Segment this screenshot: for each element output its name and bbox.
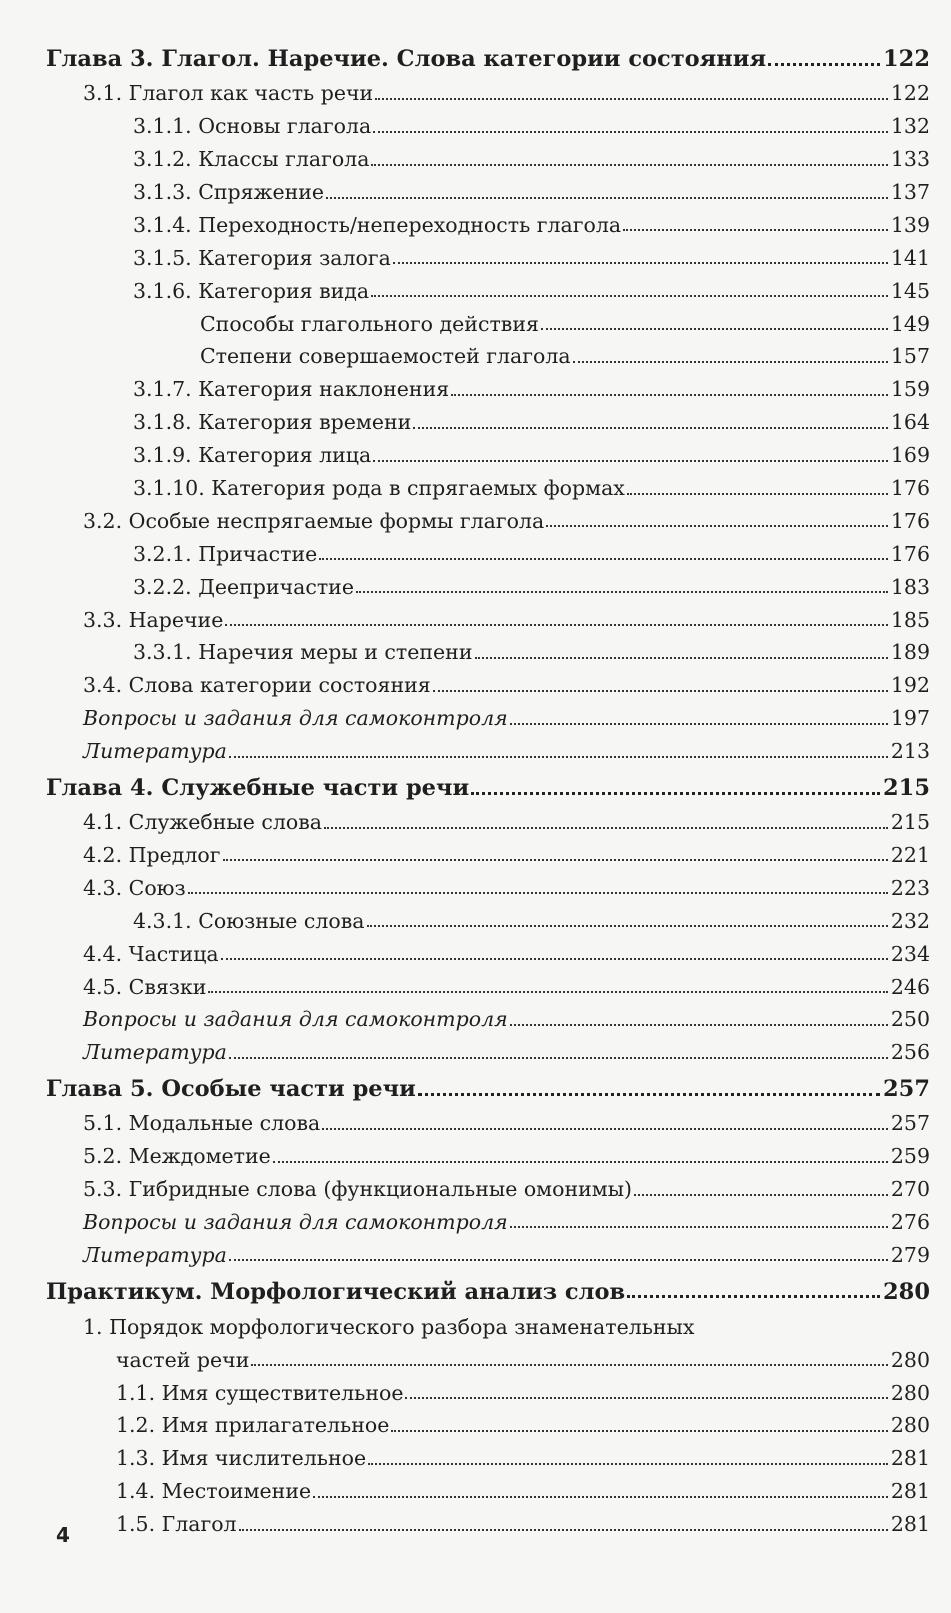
toc-entry-title: 1.3. Имя числительное xyxy=(116,1446,367,1471)
dot-leader xyxy=(239,1529,888,1531)
dot-leader xyxy=(229,756,888,758)
toc-entry-title: 4.3.1. Союзные слова xyxy=(133,908,365,933)
dot-leader xyxy=(627,1295,880,1298)
toc-entry-row xyxy=(46,965,930,998)
dot-leader xyxy=(221,958,888,960)
toc-page-number: 176 xyxy=(890,541,930,566)
dot-leader xyxy=(322,1128,888,1130)
toc-entry-title: 3.1.6. Категория вида xyxy=(133,278,370,303)
toc-entry-title: частей речи xyxy=(116,1347,250,1372)
toc-entry-title: 4.2. Предлог xyxy=(83,842,221,867)
toc-page-number: 246 xyxy=(890,974,930,999)
dot-leader xyxy=(573,361,888,363)
toc-page-number: 122 xyxy=(883,46,930,73)
toc-page-number: 176 xyxy=(890,476,930,501)
toc-entry-row xyxy=(46,565,930,598)
dot-leader xyxy=(627,493,888,495)
toc-page-number: 133 xyxy=(890,147,930,172)
toc-entry-title: Литература xyxy=(83,1242,227,1267)
toc-entry-title: 1.5. Глагол xyxy=(116,1512,237,1537)
dot-leader xyxy=(510,1024,888,1026)
toc-page-number: 256 xyxy=(890,1040,930,1065)
toc-entry-title: 3.2. Особые неспрягаемые формы глагола xyxy=(83,508,545,533)
toc-entry-row xyxy=(46,171,930,204)
dot-leader xyxy=(634,1194,888,1196)
toc-entry-row xyxy=(46,631,930,664)
toc-page-number: 183 xyxy=(890,574,930,599)
dot-leader xyxy=(367,925,888,927)
toc-entry-row xyxy=(46,664,930,697)
dot-leader xyxy=(451,394,888,396)
toc-page-number: 280 xyxy=(883,1278,930,1305)
dot-leader xyxy=(391,1430,888,1432)
dot-leader xyxy=(623,229,888,231)
toc-entry-row xyxy=(46,1503,930,1536)
toc-entry-row xyxy=(46,335,930,368)
toc-entry-title: 3.1.4. Переходность/непереходность глагола xyxy=(133,212,622,237)
dot-leader xyxy=(393,262,888,264)
toc-entry-row xyxy=(46,1437,930,1470)
toc-entry-title: Вопросы и задания для самоконтроля xyxy=(83,706,508,731)
dot-leader xyxy=(368,1463,888,1465)
dot-leader xyxy=(471,792,880,795)
toc-entry-title: Вопросы и задания для самоконтроля xyxy=(83,1007,508,1032)
toc-page-number: 221 xyxy=(890,842,930,867)
toc-entry-row xyxy=(46,1304,930,1338)
toc-entry-row xyxy=(46,834,930,867)
toc-entry-title: 1.2. Имя прилагательное xyxy=(116,1413,390,1438)
toc-page-number: 137 xyxy=(890,180,930,205)
toc-entry-title: 1.4. Местоимение xyxy=(116,1479,312,1504)
toc-entry-row xyxy=(46,302,930,335)
dot-leader xyxy=(510,1226,888,1228)
toc-page-number: 215 xyxy=(890,810,930,835)
toc-page-number: 250 xyxy=(890,1007,930,1032)
toc-entry-row xyxy=(46,866,930,899)
toc-entry-title: 3.1.3. Спряжение xyxy=(133,180,325,205)
toc-page-number: 259 xyxy=(890,1144,930,1169)
page-number: 4 xyxy=(56,1523,70,1547)
dot-leader xyxy=(229,1259,888,1261)
toc-page-number: 270 xyxy=(890,1176,930,1201)
toc-entry-title: 3.1.7. Категория наклонения xyxy=(133,377,450,402)
toc-page-number: 280 xyxy=(890,1347,930,1372)
toc-entry-title: 5.1. Модальные слова xyxy=(83,1111,321,1136)
toc-entry-row xyxy=(46,138,930,171)
toc-page-number: 197 xyxy=(890,706,930,731)
dot-leader xyxy=(541,328,888,330)
dot-leader xyxy=(546,525,888,527)
toc-page-number: 122 xyxy=(890,81,930,106)
toc-chapter-row xyxy=(46,34,930,72)
toc-entry-title: Литература xyxy=(83,1040,227,1065)
toc-entry-row xyxy=(46,1031,930,1064)
dot-leader xyxy=(225,624,888,626)
toc-page-number: 159 xyxy=(890,377,930,402)
dot-leader xyxy=(324,827,888,829)
toc-entry-row xyxy=(46,1404,930,1437)
toc-page-number: 279 xyxy=(890,1242,930,1267)
dot-leader xyxy=(208,991,887,993)
dot-leader xyxy=(375,98,888,100)
toc-page-number: 141 xyxy=(890,245,930,270)
toc-page-number: 185 xyxy=(890,607,930,632)
toc-entry-title: 4.3. Союз xyxy=(83,875,186,900)
toc-page-number: 164 xyxy=(890,410,930,435)
toc-entry-row xyxy=(46,1233,930,1266)
toc-page-number: 169 xyxy=(890,443,930,468)
toc-entry-row xyxy=(46,998,930,1031)
toc-page-number: 281 xyxy=(890,1446,930,1471)
toc-entry-title: Глава 5. Особые части речи xyxy=(46,1076,416,1103)
toc-chapter-row xyxy=(46,763,930,801)
dot-leader xyxy=(405,1397,887,1399)
toc-entry-row xyxy=(46,204,930,237)
toc-page-number: 176 xyxy=(890,508,930,533)
toc-page-number: 215 xyxy=(883,774,930,801)
toc-entry-row xyxy=(46,500,930,533)
toc-entry-row xyxy=(46,1168,930,1201)
toc-entry-row xyxy=(46,269,930,302)
toc-entry-row xyxy=(46,598,930,631)
toc-page-number: 132 xyxy=(890,114,930,139)
toc-page-number: 192 xyxy=(890,673,930,698)
dot-leader xyxy=(188,892,888,894)
toc-entry-row xyxy=(46,236,930,269)
dot-leader xyxy=(373,460,888,462)
toc-entry-row xyxy=(46,932,930,965)
toc-entry-title: Способы глагольного действия xyxy=(200,311,539,336)
toc-entry-row xyxy=(46,1201,930,1234)
dot-leader xyxy=(273,1161,888,1163)
dot-leader xyxy=(371,164,887,166)
dot-leader xyxy=(313,1496,888,1498)
dot-leader xyxy=(251,1364,887,1366)
toc-entry-row xyxy=(46,1102,930,1135)
toc-page-number: 280 xyxy=(890,1413,930,1438)
toc-entry-title: 4.4. Частица xyxy=(83,941,219,966)
toc-page-number: 257 xyxy=(890,1111,930,1136)
toc-page-number: 223 xyxy=(890,875,930,900)
toc-page-number: 157 xyxy=(890,344,930,369)
toc-entry-row xyxy=(46,730,930,763)
toc-entry-title: 3.3.1. Наречия меры и степени xyxy=(133,640,473,665)
toc-entry-title: 3.1.9. Категория лица xyxy=(133,443,372,468)
toc-entry-row xyxy=(46,401,930,434)
toc-entry-title: 3.1.5. Категория залога xyxy=(133,245,391,270)
dot-leader xyxy=(223,859,888,861)
toc-entry-title: 3.1. Глагол как часть речи xyxy=(83,81,374,106)
toc-entry-title: 4.5. Связки xyxy=(83,974,207,999)
toc-entry-title: 1.1. Имя существительное xyxy=(116,1380,404,1405)
toc-entry-title: Глава 3. Глагол. Наречие. Слова категории состояния xyxy=(46,46,767,73)
dot-leader xyxy=(475,657,888,659)
toc-entry-title: 3.3. Наречие xyxy=(83,607,224,632)
toc-entry-title: 3.1.8. Категория времени xyxy=(133,410,412,435)
toc-entry-title: Степени совершаемостей глагола xyxy=(200,344,571,369)
toc-entry-title: 3.4. Слова категории состояния xyxy=(83,673,431,698)
toc-page-number: 149 xyxy=(890,311,930,336)
toc-page-number: 276 xyxy=(890,1209,930,1234)
toc-entry-title: 3.2.1. Причастие xyxy=(133,541,318,566)
toc-entry-row xyxy=(46,1371,930,1404)
table-of-contents xyxy=(46,34,930,1536)
toc-entry-row xyxy=(46,899,930,932)
toc-page-number: 234 xyxy=(890,941,930,966)
toc-entry-title: Глава 4. Служебные части речи xyxy=(46,774,470,801)
dot-leader xyxy=(373,131,888,133)
toc-entry-row xyxy=(46,697,930,730)
toc-page-number: 281 xyxy=(890,1512,930,1537)
dot-leader xyxy=(413,427,888,429)
toc-entry-row xyxy=(46,801,930,834)
toc-entry-row xyxy=(46,105,930,138)
toc-page-number: 257 xyxy=(883,1076,930,1103)
dot-leader xyxy=(433,690,888,692)
toc-page-number: 232 xyxy=(890,908,930,933)
toc-page-number: 145 xyxy=(890,278,930,303)
dot-leader xyxy=(326,197,888,199)
toc-entry-title: 3.2.2. Деепричастие xyxy=(133,574,354,599)
toc-entry-row xyxy=(46,1470,930,1503)
dot-leader xyxy=(768,63,880,66)
dot-leader xyxy=(229,1057,888,1059)
toc-entry-title: 3.1.10. Категория рода в спрягаемых формах xyxy=(133,476,625,501)
toc-entry-title: 5.2. Междометие xyxy=(83,1144,271,1169)
toc-entry-row xyxy=(46,434,930,467)
toc-page-number: 189 xyxy=(890,640,930,665)
toc-entry-row xyxy=(46,1338,930,1371)
toc-page-number: 281 xyxy=(890,1479,930,1504)
toc-page-number: 280 xyxy=(890,1380,930,1405)
dot-leader xyxy=(319,558,888,560)
toc-entry-row xyxy=(46,532,930,565)
toc-chapter-row xyxy=(46,1064,930,1102)
toc-page-number: 213 xyxy=(890,739,930,764)
toc-entry-title: Вопросы и задания для самоконтроля xyxy=(83,1209,508,1234)
toc-entry-row xyxy=(46,72,930,105)
toc-entry-row xyxy=(46,368,930,401)
dot-leader xyxy=(356,591,888,593)
toc-chapter-row xyxy=(46,1266,930,1304)
toc-entry-row xyxy=(46,467,930,500)
toc-entry-title: 1. Порядок морфологического разбора знаменательных xyxy=(83,1314,695,1339)
toc-entry-title: 5.3. Гибридные слова (функциональные омонимы) xyxy=(83,1176,633,1201)
toc-entry-title: 3.1.1. Основы глагола xyxy=(133,114,372,139)
toc-entry-title: Литература xyxy=(83,739,227,764)
toc-entry-title: Практикум. Морфологический анализ слов xyxy=(46,1278,626,1305)
dot-leader xyxy=(371,295,888,297)
toc-entry-row xyxy=(46,1135,930,1168)
toc-page-number: 139 xyxy=(890,212,930,237)
dot-leader xyxy=(510,723,888,725)
dot-leader xyxy=(418,1093,880,1096)
toc-entry-title: 4.1. Служебные слова xyxy=(83,810,322,835)
toc-entry-title: 3.1.2. Классы глагола xyxy=(133,147,370,172)
